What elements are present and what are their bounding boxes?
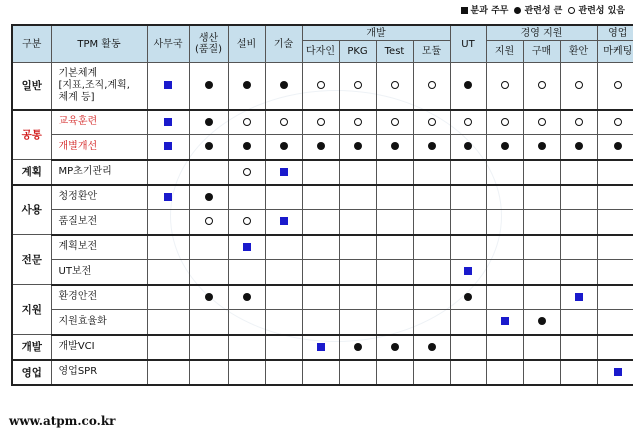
table-row xyxy=(12,260,633,285)
matrix-cell xyxy=(560,235,597,260)
table-row xyxy=(12,310,633,335)
matrix-cell xyxy=(523,260,560,285)
matrix-cell xyxy=(147,160,189,185)
matrix-cell xyxy=(413,185,450,210)
legend xyxy=(455,3,625,16)
matrix-cell xyxy=(265,210,302,235)
matrix-cell xyxy=(450,235,486,260)
category-cell: 영업 xyxy=(12,360,51,385)
matrix-cell xyxy=(413,160,450,185)
strong-relation-dot-icon xyxy=(538,142,546,150)
matrix-cell xyxy=(265,135,302,160)
matrix-cell xyxy=(413,110,450,135)
matrix-cell xyxy=(189,310,228,335)
strong-relation-dot-icon xyxy=(205,118,213,126)
activity-cell: 교육훈련 xyxy=(51,110,147,135)
matrix-cell xyxy=(560,135,597,160)
matrix-cell xyxy=(228,185,265,210)
strong-relation-dot-icon xyxy=(205,293,213,301)
relation-ring-icon xyxy=(464,118,472,126)
strong-relation-dot-icon xyxy=(391,142,399,150)
matrix-cell xyxy=(376,185,413,210)
matrix-cell xyxy=(189,235,228,260)
matrix-cell xyxy=(228,310,265,335)
matrix-cell xyxy=(265,185,302,210)
matrix-cell xyxy=(189,185,228,210)
matrix-cell xyxy=(339,63,376,110)
matrix-cell xyxy=(486,260,523,285)
matrix-cell xyxy=(597,235,633,260)
matrix-cell xyxy=(486,285,523,310)
matrix-cell xyxy=(376,235,413,260)
strong-relation-dot-icon xyxy=(464,142,472,150)
activity-cell: 개별개선 xyxy=(51,135,147,160)
matrix-cell xyxy=(523,360,560,385)
activity-cell: 영업SPR xyxy=(51,360,147,385)
matrix-cell xyxy=(597,135,633,160)
matrix-cell xyxy=(413,235,450,260)
matrix-cell xyxy=(597,210,633,235)
matrix-cell xyxy=(265,285,302,310)
matrix-cell xyxy=(523,160,560,185)
matrix-cell xyxy=(228,360,265,385)
matrix-cell xyxy=(413,135,450,160)
matrix-cell xyxy=(376,63,413,110)
matrix-cell xyxy=(147,110,189,135)
matrix-cell xyxy=(486,63,523,110)
matrix-cell xyxy=(486,110,523,135)
matrix-cell xyxy=(376,110,413,135)
lead-square-icon xyxy=(501,317,509,325)
category-cell: 공통 xyxy=(12,110,51,160)
matrix-cell xyxy=(339,210,376,235)
matrix-cell xyxy=(147,260,189,285)
strong-relation-dot-icon xyxy=(428,142,436,150)
relation-ring-icon xyxy=(575,81,583,89)
matrix-cell xyxy=(560,310,597,335)
header-group-dev: 개발 xyxy=(302,25,450,41)
matrix-cell xyxy=(597,310,633,335)
matrix-cell xyxy=(560,185,597,210)
strong-relation-dot-icon xyxy=(575,142,583,150)
matrix-cell xyxy=(413,335,450,360)
table-row xyxy=(12,335,633,360)
table-body xyxy=(12,63,633,385)
matrix-cell xyxy=(376,160,413,185)
matrix-cell xyxy=(147,185,189,210)
matrix-cell xyxy=(560,160,597,185)
matrix-cell xyxy=(339,310,376,335)
category-cell: 일반 xyxy=(12,63,51,110)
matrix-cell xyxy=(450,110,486,135)
matrix-cell xyxy=(486,210,523,235)
table-row xyxy=(12,235,633,260)
matrix-cell xyxy=(486,335,523,360)
matrix-cell xyxy=(560,63,597,110)
header-subcolumn: Test xyxy=(376,41,413,63)
table-row xyxy=(12,185,633,210)
activity-cell: 기본체계 [지표,조직,계획, 체계 등] xyxy=(51,63,147,110)
matrix-cell xyxy=(413,360,450,385)
relation-ring-icon xyxy=(391,81,399,89)
matrix-cell xyxy=(523,310,560,335)
matrix-cell xyxy=(597,360,633,385)
relation-ring-icon xyxy=(501,118,509,126)
legend-ring-icon xyxy=(568,7,575,14)
matrix-cell xyxy=(560,335,597,360)
matrix-cell xyxy=(339,110,376,135)
lead-square-icon xyxy=(317,343,325,351)
strong-relation-dot-icon xyxy=(354,142,362,150)
lead-square-icon xyxy=(164,142,172,150)
table-row xyxy=(12,135,633,160)
lead-square-icon xyxy=(614,368,622,376)
matrix-cell xyxy=(376,260,413,285)
matrix-cell xyxy=(147,335,189,360)
matrix-cell xyxy=(413,310,450,335)
matrix-cell xyxy=(189,63,228,110)
matrix-cell xyxy=(597,185,633,210)
activity-cell: 개발VCI xyxy=(51,335,147,360)
matrix-cell xyxy=(376,360,413,385)
matrix-cell xyxy=(450,310,486,335)
relation-ring-icon xyxy=(538,118,546,126)
activity-cell: 청정환안 xyxy=(51,185,147,210)
relation-ring-icon xyxy=(317,118,325,126)
matrix-cell xyxy=(189,110,228,135)
matrix-cell xyxy=(302,63,339,110)
table-row xyxy=(12,110,633,135)
matrix-cell xyxy=(147,235,189,260)
matrix-cell xyxy=(413,285,450,310)
matrix-cell xyxy=(302,260,339,285)
relation-ring-icon xyxy=(243,118,251,126)
lead-square-icon xyxy=(575,293,583,301)
matrix-cell xyxy=(597,63,633,110)
relation-ring-icon xyxy=(428,118,436,126)
strong-relation-dot-icon xyxy=(280,81,288,89)
matrix-cell xyxy=(376,335,413,360)
matrix-cell xyxy=(228,335,265,360)
matrix-cell xyxy=(597,285,633,310)
matrix-cell xyxy=(189,210,228,235)
strong-relation-dot-icon xyxy=(317,142,325,150)
relation-ring-icon xyxy=(614,81,622,89)
matrix-cell xyxy=(450,185,486,210)
matrix-cell xyxy=(450,135,486,160)
matrix-cell xyxy=(189,285,228,310)
matrix-cell xyxy=(265,235,302,260)
matrix-cell xyxy=(339,335,376,360)
matrix-cell xyxy=(265,360,302,385)
matrix-cell xyxy=(339,185,376,210)
relation-ring-icon xyxy=(317,81,325,89)
matrix-cell xyxy=(302,235,339,260)
table-row xyxy=(12,63,633,110)
legend-square-icon xyxy=(461,7,468,14)
matrix-cell xyxy=(376,285,413,310)
footer-url: www.atpm.co.kr xyxy=(9,414,116,428)
matrix-cell xyxy=(339,160,376,185)
strong-relation-dot-icon xyxy=(501,142,509,150)
matrix-cell xyxy=(302,160,339,185)
table-header xyxy=(12,25,633,63)
lead-square-icon xyxy=(280,168,288,176)
lead-square-icon xyxy=(464,267,472,275)
matrix-cell xyxy=(228,110,265,135)
matrix-cell xyxy=(486,360,523,385)
header-column: 생산 (품질) xyxy=(189,25,228,63)
matrix-cell xyxy=(413,260,450,285)
relation-ring-icon xyxy=(575,118,583,126)
matrix-cell xyxy=(486,160,523,185)
matrix-cell xyxy=(302,310,339,335)
lead-square-icon xyxy=(280,217,288,225)
matrix-cell xyxy=(560,260,597,285)
matrix-cell xyxy=(523,285,560,310)
matrix-cell xyxy=(265,110,302,135)
matrix-cell xyxy=(597,335,633,360)
matrix-cell xyxy=(450,63,486,110)
matrix-cell xyxy=(265,310,302,335)
matrix-cell xyxy=(450,335,486,360)
header-category: 구분 xyxy=(12,25,51,63)
matrix-cell xyxy=(597,260,633,285)
strong-relation-dot-icon xyxy=(354,343,362,351)
matrix-cell xyxy=(302,335,339,360)
header-column: 사무국 xyxy=(147,25,189,63)
category-cell: 지원 xyxy=(12,285,51,335)
matrix-cell xyxy=(450,285,486,310)
strong-relation-dot-icon xyxy=(391,343,399,351)
lead-square-icon xyxy=(243,243,251,251)
matrix-cell xyxy=(413,63,450,110)
matrix-cell xyxy=(228,63,265,110)
matrix-cell xyxy=(339,135,376,160)
category-cell: 개발 xyxy=(12,335,51,360)
matrix-cell xyxy=(560,110,597,135)
matrix-cell xyxy=(228,210,265,235)
strong-relation-dot-icon xyxy=(614,142,622,150)
matrix-cell xyxy=(523,110,560,135)
matrix-cell xyxy=(523,135,560,160)
relation-ring-icon xyxy=(428,81,436,89)
matrix-cell xyxy=(339,285,376,310)
matrix-cell xyxy=(302,360,339,385)
category-cell: 사용 xyxy=(12,185,51,235)
activity-cell: 지원효율화 xyxy=(51,310,147,335)
table-row xyxy=(12,285,633,310)
relation-ring-icon xyxy=(354,81,362,89)
matrix-cell xyxy=(302,285,339,310)
tpm-matrix-table xyxy=(11,24,633,386)
activity-cell: MP초기관리 xyxy=(51,160,147,185)
matrix-cell xyxy=(302,110,339,135)
strong-relation-dot-icon xyxy=(243,81,251,89)
matrix-cell xyxy=(265,260,302,285)
relation-ring-icon xyxy=(243,168,251,176)
strong-relation-dot-icon xyxy=(243,142,251,150)
strong-relation-dot-icon xyxy=(205,193,213,201)
category-cell: 전문 xyxy=(12,235,51,285)
activity-cell: 계획보전 xyxy=(51,235,147,260)
matrix-cell xyxy=(228,135,265,160)
matrix-cell xyxy=(597,160,633,185)
header-row xyxy=(12,25,633,41)
matrix-cell xyxy=(302,135,339,160)
matrix-cell xyxy=(523,235,560,260)
matrix-cell xyxy=(597,110,633,135)
matrix-cell xyxy=(302,185,339,210)
matrix-cell xyxy=(339,260,376,285)
lead-square-icon xyxy=(164,193,172,201)
strong-relation-dot-icon xyxy=(464,293,472,301)
relation-ring-icon xyxy=(280,118,288,126)
lead-square-icon xyxy=(164,118,172,126)
legend-dot-icon xyxy=(514,7,521,14)
activity-cell: 품질보전 xyxy=(51,210,147,235)
header-column: UT xyxy=(450,25,486,63)
legend-item xyxy=(568,6,625,16)
legend-label: 관련성 큰 xyxy=(524,6,563,16)
matrix-cell xyxy=(450,360,486,385)
matrix-cell xyxy=(189,260,228,285)
matrix-cell xyxy=(302,210,339,235)
matrix-cell xyxy=(376,310,413,335)
table-row xyxy=(12,360,633,385)
legend-label: 분과 주무 xyxy=(470,6,509,16)
matrix-cell xyxy=(189,360,228,385)
relation-ring-icon xyxy=(391,118,399,126)
matrix-cell xyxy=(450,210,486,235)
matrix-cell xyxy=(228,260,265,285)
matrix-cell xyxy=(147,360,189,385)
matrix-cell xyxy=(560,285,597,310)
matrix-cell xyxy=(265,335,302,360)
matrix-cell xyxy=(147,285,189,310)
strong-relation-dot-icon xyxy=(464,81,472,89)
header-subcolumn: 모듈 xyxy=(413,41,450,63)
activity-cell: UT보전 xyxy=(51,260,147,285)
header-subcolumn: 다자인 xyxy=(302,41,339,63)
matrix-cell xyxy=(265,63,302,110)
strong-relation-dot-icon xyxy=(538,317,546,325)
matrix-cell xyxy=(560,210,597,235)
strong-relation-dot-icon xyxy=(243,293,251,301)
header-subcolumn: 환안 xyxy=(560,41,597,63)
legend-item xyxy=(514,6,562,16)
matrix-cell xyxy=(147,210,189,235)
relation-ring-icon xyxy=(538,81,546,89)
matrix-cell xyxy=(523,63,560,110)
table-row xyxy=(12,210,633,235)
matrix-cell xyxy=(147,310,189,335)
matrix-cell xyxy=(376,210,413,235)
matrix-cell xyxy=(486,185,523,210)
category-cell: 계획 xyxy=(12,160,51,185)
header-column: 설비 xyxy=(228,25,265,63)
matrix-cell xyxy=(265,160,302,185)
relation-ring-icon xyxy=(205,217,213,225)
matrix-cell xyxy=(413,210,450,235)
matrix-cell xyxy=(486,235,523,260)
matrix-cell xyxy=(147,63,189,110)
header-subcolumn: 구매 xyxy=(523,41,560,63)
matrix-cell xyxy=(147,135,189,160)
header-group-sales: 영업 xyxy=(597,25,633,41)
strong-relation-dot-icon xyxy=(280,142,288,150)
activity-cell: 환경안전 xyxy=(51,285,147,310)
matrix-cell xyxy=(376,135,413,160)
matrix-cell xyxy=(228,160,265,185)
matrix-cell xyxy=(486,135,523,160)
relation-ring-icon xyxy=(243,217,251,225)
matrix-cell xyxy=(189,135,228,160)
matrix-cell xyxy=(228,235,265,260)
matrix-cell xyxy=(339,360,376,385)
relation-ring-icon xyxy=(614,118,622,126)
header-activity: TPM 활동 xyxy=(51,25,147,63)
matrix-cell xyxy=(189,160,228,185)
matrix-cell xyxy=(189,335,228,360)
strong-relation-dot-icon xyxy=(205,142,213,150)
relation-ring-icon xyxy=(354,118,362,126)
matrix-cell xyxy=(450,260,486,285)
header-subcolumn: 마케팅 xyxy=(597,41,633,63)
lead-square-icon xyxy=(164,81,172,89)
matrix-cell xyxy=(339,235,376,260)
strong-relation-dot-icon xyxy=(205,81,213,89)
matrix-cell xyxy=(523,210,560,235)
header-subcolumn: PKG xyxy=(339,41,376,63)
header-group-mgmt: 경영 지원 xyxy=(486,25,597,41)
header-subcolumn: 지원 xyxy=(486,41,523,63)
matrix-cell xyxy=(560,360,597,385)
matrix-cell xyxy=(523,185,560,210)
strong-relation-dot-icon xyxy=(428,343,436,351)
matrix-cell xyxy=(228,285,265,310)
legend-label: 관련성 있음 xyxy=(578,6,625,16)
matrix-cell xyxy=(523,335,560,360)
matrix-cell xyxy=(450,160,486,185)
matrix-cell xyxy=(486,310,523,335)
table-row xyxy=(12,160,633,185)
legend-item xyxy=(461,6,509,16)
header-column: 기술 xyxy=(265,25,302,63)
relation-ring-icon xyxy=(501,81,509,89)
